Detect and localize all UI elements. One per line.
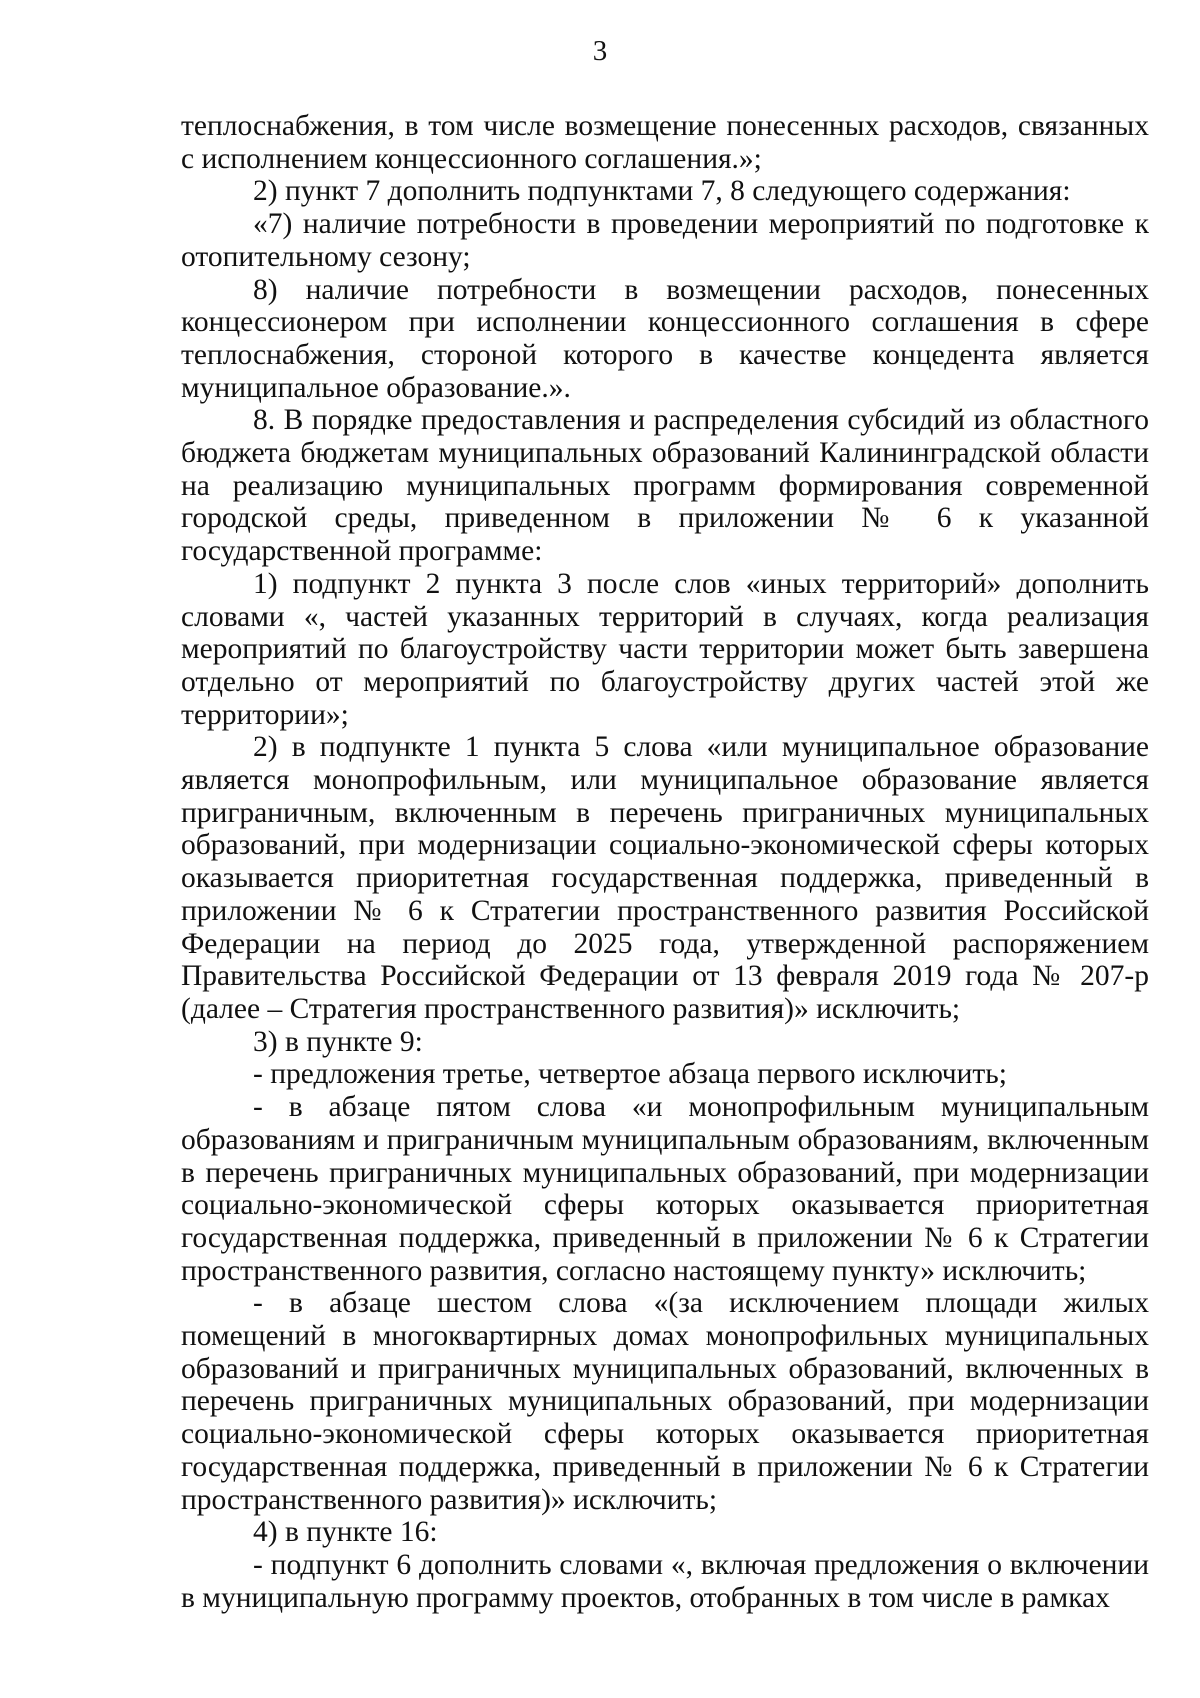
paragraph-item-3-point-9: 3) в пункте 9: — [253, 1025, 423, 1058]
paragraph-item-2-point-5: 2) в подпункте 1 пункта 5 слова «или муниципальное образование является монопрофильным, или муниципальное образование является приграничным, включенным в перечень приграничных муниципальных образований, при модернизации социально-экономической сферы которых оказывается приоритетная государственная поддержка, приведенный в приложении № 6 к Стратегии пространственного развития Российской Федерации на период до 2025 года, утвержденной распоряжением Правительства Российской Федерации от 13 февраля 2019 года № 207-р (далее – Стратегия пространственного развития)» исключить; — [181, 731, 1149, 1025]
paragraph-point-9-sixth-abzats: - в абзаце шестом слова «(за исключением площади жилых помещений в многоквартирных домах монопрофильных муниципальных образований и приграничных муниципальных образований, включенных в перечень приграничных муниципальных образований, при модернизации социально-экономической сферы которых оказывается приоритетная государственная поддержка, приведенный в приложении № 6 к Стратегии пространственного развития)» исключить; — [181, 1287, 1149, 1516]
paragraph-point-9-sentences: - предложения третье, четвертое абзаца первого исключить; — [253, 1058, 1007, 1091]
paragraph-subitem-7: «7) наличие потребности в проведении мероприятий по подготовке к отопительному сезону; — [181, 208, 1149, 273]
paragraph-point-9-fifth-abzats: - в абзаце пятом слова «и монопрофильным муниципальным образованиям и приграничным муниципальным образованиям, включенным в перечень приграничных муниципальных образований, при модернизации социально-экономической сферы которых оказывается приоритетная государственная поддержка, приведенный в приложении № 6 к Стратегии пространственного развития, согласно настоящему пункту» исключить; — [181, 1091, 1149, 1287]
paragraph-subitem-8: 8) наличие потребности в возмещении расходов, понесенных концессионером при исполнении концессионного соглашения в сфере теплоснабжения, стороной которого в качестве концедента является муниципальное образование.». — [181, 273, 1149, 404]
paragraph-heat-supply-end: теплоснабжения, в том числе возмещение понесенных расходов, связанных с исполнением концессионного соглашения.»; — [181, 110, 1149, 175]
paragraph-item-4-point-16: 4) в пункте 16: — [253, 1516, 438, 1549]
page-number: 3 — [592, 35, 608, 67]
paragraph-section-8: 8. В порядке предоставления и распределения субсидий из областного бюджета бюджетам муниципальных образований Калининградской области на реализацию муниципальных программ формирования современной городской среды, приведенном в приложении № 6 к указанной государственной программе: — [181, 404, 1149, 568]
paragraph-item-1-point-3: 1) подпункт 2 пункта 3 после слов «иных территорий» дополнить словами «, частей указанных территорий в случаях, когда реализация мероприятий по благоустройству части территории может быть завершена отдельно от мероприятий по благоустройству других частей этой же территории»; — [181, 567, 1149, 731]
paragraph-item-2-point-7: 2) пункт 7 дополнить подпунктами 7, 8 следующего содержания: — [253, 175, 1071, 208]
paragraph-subitem-6: - подпункт 6 дополнить словами «, включая предложения о включении в муниципальную программу проектов, отобранных в том числе в рамках — [181, 1548, 1149, 1614]
document-body — [181, 110, 1149, 1614]
